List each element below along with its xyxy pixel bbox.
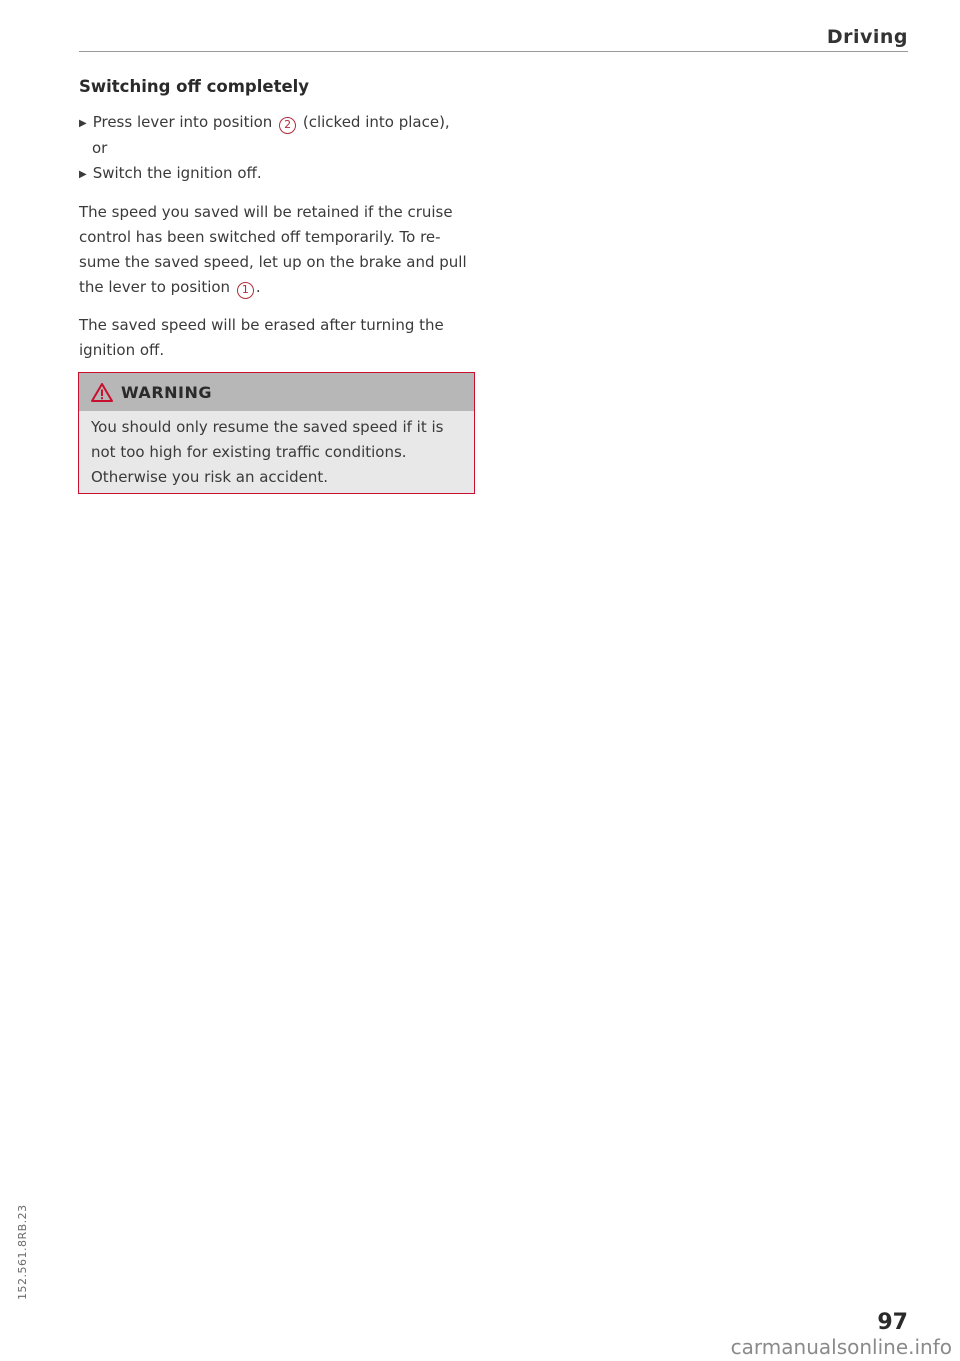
bullet-arrow-icon: ▶ <box>79 118 87 129</box>
watermark: carmanualsonline.info <box>730 1335 952 1359</box>
position-2-icon: 2 <box>279 117 296 134</box>
step-2-text: Switch the ignition off. <box>92 164 262 182</box>
paragraph-erased: The saved speed will be erased after turning the ignition off. <box>79 316 444 359</box>
step-1-continuation: or <box>92 139 108 157</box>
page-number: 97 <box>877 1310 908 1335</box>
position-1-icon: 1 <box>237 282 254 299</box>
step-2 <box>79 161 479 187</box>
main-content <box>79 74 479 363</box>
warning-header <box>79 373 474 411</box>
warning-text: You should only resume the saved speed if it is not too high for existing traffic conditions. Otherwise you risk an accident. <box>91 418 444 486</box>
step-1-text: Press lever into position <box>92 113 273 131</box>
paragraph-retained <box>79 200 479 300</box>
warning-box <box>78 372 475 494</box>
header-rule <box>79 51 908 52</box>
paragraph-retained-text: The speed you saved will be retained if the cruise control has been switched off temporarily. To re-sume the saved speed, let up on the brake and pull the lever to position <box>79 203 467 296</box>
step-1-suffix: (clicked into place), <box>302 113 450 131</box>
bullet-arrow-icon: ▶ <box>79 169 87 180</box>
document-code: 152.561.8RB.23 <box>16 1204 29 1300</box>
paragraph-retained-end: . <box>255 278 261 296</box>
section-title: Driving <box>826 26 908 48</box>
subsection-heading: Switching off completely <box>79 77 310 96</box>
step-1 <box>79 110 479 136</box>
warning-title: WARNING <box>121 382 212 402</box>
warning-triangle-icon <box>91 383 113 402</box>
